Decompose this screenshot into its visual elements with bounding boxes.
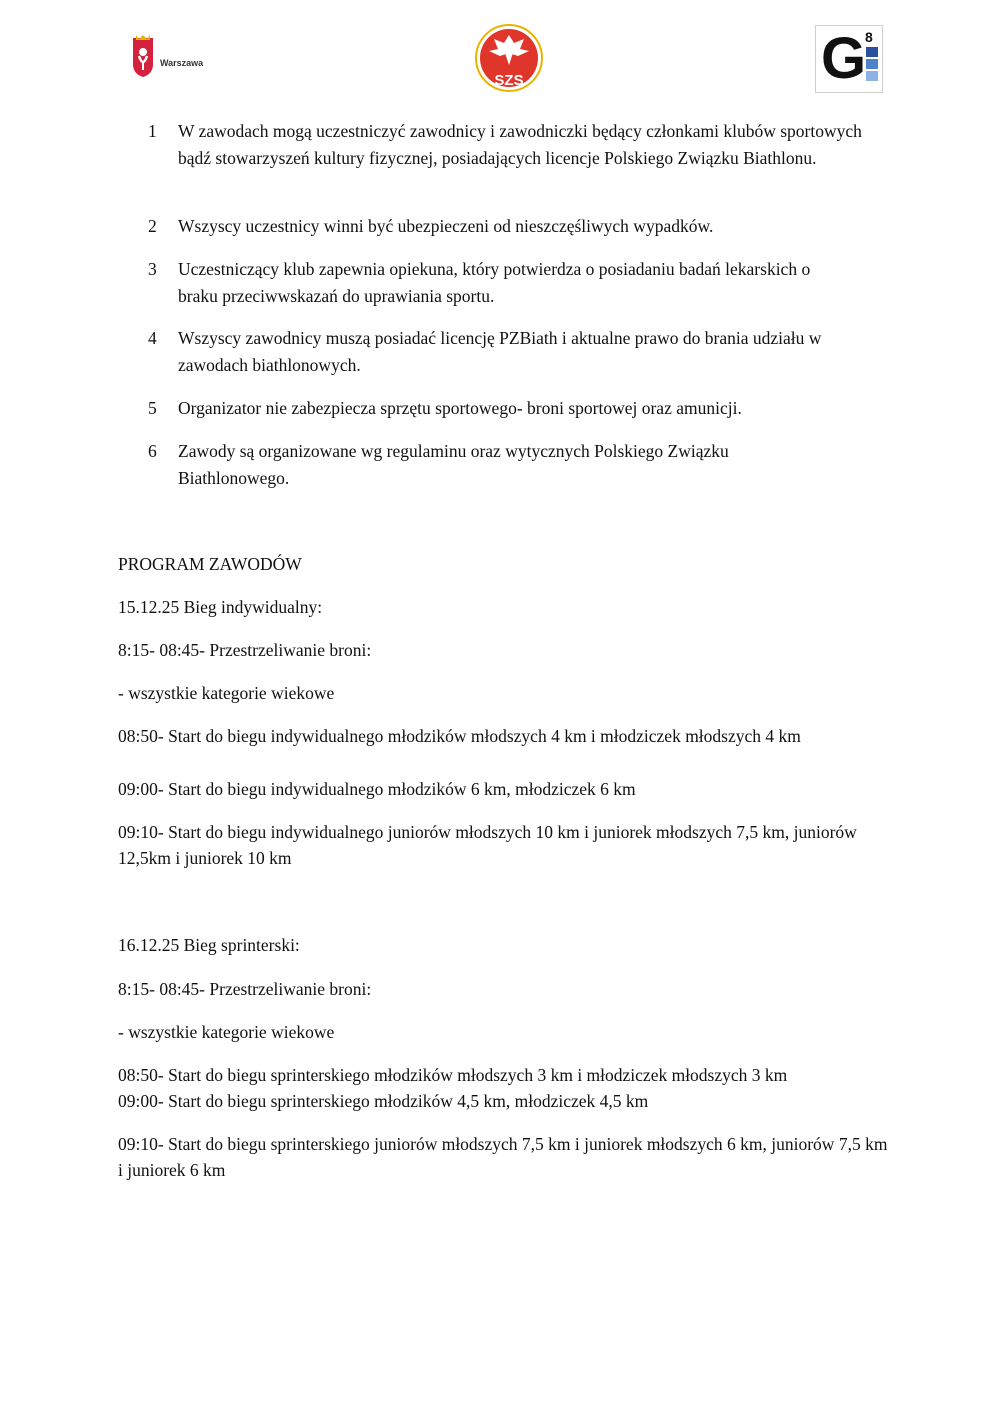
list-item-number: 5 <box>148 398 157 418</box>
day1-categories: - wszystkie kategorie wiekowe <box>118 683 335 703</box>
list-item-number: 3 <box>148 259 157 279</box>
list-item-text: Zawody są organizowane wg regulaminu oraz wytycznych Polskiego Związku Biathlonowego. <box>178 441 729 488</box>
list-item-number: 4 <box>148 328 157 348</box>
day2-heading: 16.12.25 Bieg sprinterski: <box>118 935 300 955</box>
program-title: PROGRAM ZAWODÓW <box>118 554 302 574</box>
list-item-text: Organizator nie zabezpiecza sprzętu sportowego- broni sportowej oraz amunicji. <box>178 398 742 418</box>
day2-start-3: 09:10- Start do biegu sprinterskiego juniorów młodszych 7,5 km i juniorek młodszych 6 km, juniorów 7,5 km i juniorek 6 km <box>118 1134 888 1180</box>
warsaw-crest-icon <box>130 34 156 78</box>
szs-logo-text: SZS <box>494 72 524 89</box>
day1-start-2: 09:00- Start do biegu indywidualnego młodzików 6 km, młodziczek 6 km <box>118 779 636 799</box>
list-item <box>148 395 868 422</box>
warszawa-logo-text: Warszawa <box>160 58 204 68</box>
list-item <box>148 256 868 310</box>
g8-logo-number: 8 <box>865 29 873 45</box>
warszawa-logo <box>130 34 220 82</box>
day1-shooting: 8:15- 08:45- Przestrzeliwanie broni: <box>118 640 372 660</box>
day1-start-1: 08:50- Start do biegu indywidualnego młodzików młodszych 4 km i młodziczek młodszych 4 km <box>118 726 801 746</box>
g8-logo-letter: G <box>821 26 867 91</box>
list-item-text: Uczestniczący klub zapewnia opiekuna, który potwierdza o posiadaniu badań lekarskich o braku przeciwwskazań do uprawiania sportu. <box>178 259 811 306</box>
list-item-text: Wszyscy uczestnicy winni być ubezpieczeni od nieszczęśliwych wypadków. <box>178 216 714 236</box>
list-item <box>148 438 868 492</box>
g8-logo <box>815 25 883 93</box>
list-item <box>148 118 868 172</box>
list-item-number: 1 <box>148 121 157 141</box>
day2-categories: - wszystkie kategorie wiekowe <box>118 1022 335 1042</box>
list-item-text: Wszyscy zawodnicy muszą posiadać licencję PZBiath i aktualne prawo do brania udziału w zawodach biathlonowych. <box>178 328 822 375</box>
day2-shooting: 8:15- 08:45- Przestrzeliwanie broni: <box>118 979 372 999</box>
szs-logo <box>474 23 544 93</box>
list-item <box>148 213 868 240</box>
day1-heading: 15.12.25 Bieg indywidualny: <box>118 597 323 617</box>
list-item-number: 2 <box>148 216 157 236</box>
list-item <box>148 325 868 379</box>
day1-start-3: 09:10- Start do biegu indywidualnego juniorów młodszych 10 km i juniorek młodszych 7,5 km, juniorów 12,5km i juniorek 10 km <box>118 822 857 868</box>
list-item-number: 6 <box>148 441 157 461</box>
day2-start-2: 09:00- Start do biegu sprinterskiego młodzików 4,5 km, młodziczek 4,5 km <box>118 1091 649 1111</box>
list-item-text: W zawodach mogą uczestniczyć zawodnicy i zawodniczki będący członkami klubów sportowych bądź stowarzyszeń kultury fizycznej, posiadających licencje Polskiego Związku Biathlonu. <box>178 121 862 168</box>
day2-start-1: 08:50- Start do biegu sprinterskiego młodzików młodszych 3 km i młodziczek młodszych 3 km <box>118 1065 788 1085</box>
